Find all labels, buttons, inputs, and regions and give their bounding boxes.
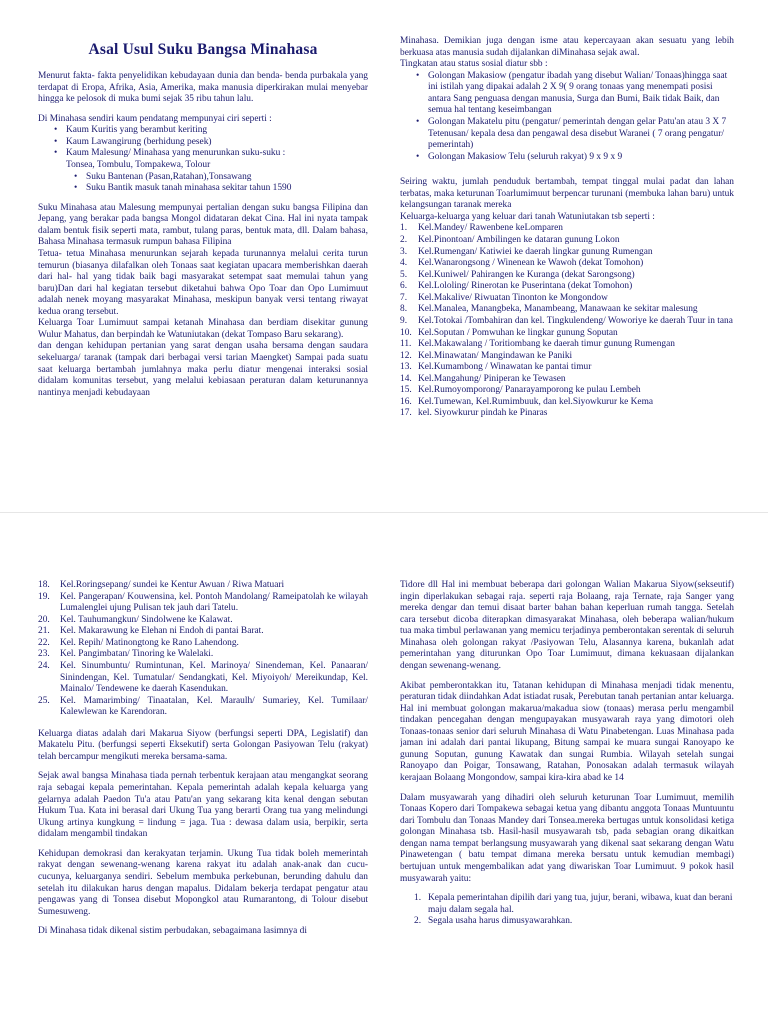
list-text: Kepala pemerintahan dipilih dari yang tua, jujur, berani, wibawa, kuat dan berani maju dalam segala hal.: [428, 893, 733, 915]
list-item: [400, 339, 734, 351]
list-item: [400, 916, 734, 928]
paragraph: Tidore dll Hal ini membuat beberapa dari golongan Walian Makarua Siyow(sekseutif) ingin diperlakukan sebagai raja. seperti raja Bolaang, raja Ternate, raja Sanger yang mereka dengar dan temui disaat barter bahan bahan keperluan rumah tangga. Setelah cara tersebut dicoba diterapkan dimasyarakat Minahasa, oleh beberapa walian/hukum tua maka timbul perlawanan yang memicu terjadinya pemberontakan serentak di seluruh Minahasa oleh golongan rakyat /Pasiyowan Telu, Alasannya karena, bukanlah adat pemerintahan yang diturunkan Opo Toar Lumimuut, dimana kekuasaan dijalankan dengan sewenang-wenang.: [400, 580, 734, 671]
list-text: Kel. Pangerapan/ Kouwensina, kel. Pontoh Mandolang/ Rameipatolah ke wilayah Lumalenglei ujung Pulisan tek jauh dari Tatelu.: [60, 591, 368, 614]
paragraph: Seiring waktu, jumlah penduduk bertambah, tempat tinggal mulai padat dan lahan terbatas, maka keturunan Toarlumimuut berpencar turunani (membuka lahan baru) untuk kelangsungan taranak mereka: [400, 177, 734, 211]
list-item: [400, 362, 734, 374]
paragraph: Di Minahasa sendiri kaum pendatang mempunyai ciri seperti :: [38, 113, 272, 124]
list-text: Kel. Mamarimbing/ Tinaatalan, Kel. Maraulh/ Sumariey, Kel. Tumilaar/ Kalewlewan ke Karendoran.: [60, 695, 368, 718]
paragraph: Di Minahasa tidak dikenal sistim perbudakan, sebagaimana lasimnya di: [38, 926, 307, 937]
list-item: [38, 615, 368, 627]
list-item: [400, 408, 734, 420]
list-item: [400, 247, 734, 259]
list-number: 20.: [38, 614, 50, 625]
list-number: 25.: [38, 695, 50, 706]
list-text: Segala usaha harus dimusyawarahkan.: [428, 916, 573, 927]
list-number: 5.: [400, 269, 408, 280]
list-number: 2.: [414, 916, 422, 927]
paragraph: Akibat pemberontakkan itu, Tatanan kehidupan di Minahasa menjadi tidak menentu, peraturan tidak diindahkan Adat istiadat rusak, Perebutan tanah pertanian antar keluarga. Hal ini membuat golongan makarua/makadua siow (tonaas) merasa perlu mengambil tindakan pencegahan dengan mengupayakan musyawarah raya yang dimotori oleh Tonaas-tonaas senior dari seluruh Minahasa di Watu Pinabetengan. Luas Minahasa pada jaman ini adalah dari pantai likupang, Bitung sampai ke muara sungai Ranoyapo ke gunung Soputan, gunung Kawatak dan sungai Rumbia. Wilayah setelah sungai Ranoyapo dan Poigar, Tonsawang, Ratahan, Ponosakan adalah termasuk wilayah kerajaan Bolaang Mongondow, sampai kira-kira abad ke 14: [400, 680, 734, 783]
list-item: [400, 293, 734, 305]
list-text: Kel.Rumoyomporong/ Panarayamporong ke pulau Lembeh: [418, 385, 641, 396]
list-number: 4.: [400, 258, 408, 269]
list-number: 19.: [38, 591, 50, 602]
paragraph: Tingkatan atau status sosial diatur sbb :: [400, 59, 548, 70]
list-text: Kel.Manalea, Manangbeka, Manambeang, Manawaan ke sekitar malesung: [418, 304, 698, 315]
list-item: [400, 374, 734, 386]
paragraph: Suku Minahasa atau Malesung mempunyai pertalian dengan suku bangsa Filipina dan Jepang, yang berakar pada bangsa Mongol didataran dekat Cina. Hal ini nyata tampak dalam bentuk fisik seperti mata, rambut, tulang paras, bentuk mata, dll. Dalam bahasa, Bahasa Minahasa termasuk rumpun bahasa Filipina: [38, 202, 368, 248]
list-number: 2.: [400, 235, 408, 245]
paragraph: Keluarga diatas adalah dari Makarua Siyow (berfungsi seperti DPA, Legislatif) dan Makatelu Pitu. (berfungsi seperti Eksekutif) serta Golongan Pasiyowan Telu (rakyat) telah bercampur mengikuti mereka bersama-sama.: [38, 728, 368, 762]
list-text: kel. Siyowkurur pindah ke Pinaras: [418, 408, 548, 419]
list-text: Kel. Pangimbatan/ Tinoring ke Walelaki.: [60, 649, 214, 660]
top-right-column: [400, 36, 734, 508]
list-number: 18.: [38, 580, 50, 590]
list-item: [400, 281, 734, 293]
list-text: Kel.Pinontoan/ Ambilingen ke dataran gunung Lokon: [418, 235, 620, 245]
list-item: [400, 316, 734, 328]
list-item: [400, 328, 734, 340]
list-item: [400, 270, 734, 282]
list-number: 15.: [400, 385, 412, 396]
list-text: Kel. Makarawung ke Elehan ni Endoh di pantai Barat.: [60, 626, 264, 637]
list-item: [400, 304, 734, 316]
list-item: • Golongan Makatelu pitu (pengatur/ pemerintah dengan gelar Patu'an atau 3 X 7 Tetenusan/ kepala desa dan pengawal desa disebut Waranei ( 7 orang pengatur/ pemerintah): [428, 117, 734, 152]
list-number: 8.: [400, 304, 408, 315]
list-item: • Suku Bantenan (Pasan,Ratahan),Tonsawang: [66, 172, 368, 184]
list-number: 11.: [400, 339, 412, 350]
paragraph: Keluarga Toar Lumimuut sampai ketanah Minahasa dan berdiam disekitar gunung Wulur Mahatus, dan berpindah ke Watuniutakan (dekat Tompaso Baru sekarang).: [38, 318, 368, 340]
list-text: Kel.Makalive/ Riwuatan Tinonton ke Mongondow: [418, 292, 608, 303]
list-item: [38, 696, 368, 719]
list-item: [400, 397, 734, 409]
list-item: • Kaum Malesung/ Minahasa yang menurunkan suku-suku :: [66, 148, 368, 160]
numbered-list: [400, 223, 734, 420]
list-item: • Kaum Lawangirung (berhidung pesek): [66, 137, 368, 149]
list-text: Kel.Wanarongsong / Winenean ke Wawoh (dekat Tomohon): [418, 258, 644, 269]
list-number: 13.: [400, 362, 412, 373]
paragraph: Minahasa. Demikian juga dengan isme atau kepercayaan akan sesuatu yang lebih berkuasa atas manusia sudah dijalankan diMinahasa sejak awal.: [400, 36, 734, 58]
list-text: Kel.Lololing/ Rinerotan ke Puserintana (dekat Tomohon): [418, 281, 633, 292]
numbered-list: [38, 580, 368, 719]
paragraph: Tetua- tetua Minahasa menurunkan sejarah kepada turunannya melalui cerita turun temurun (biasanya dilafalkan oleh Tonaas saat kegiatan upacara memberishkan daerah dari hal- hal yang tidak baik bagi masyarakat setempat saat memulai tahun yang baru)Dan dari hal kegiatan tersebut diketahui bahwa Opo Toar dan Opo Lumimuut adalah nenek moyang masyarakat Minahasa, meskipun banyak versi tentang riwayat kedua orang tersebut.: [38, 248, 368, 317]
list-number: 23.: [38, 649, 50, 660]
list-text: Kel.Minawatan/ Mangindawan ke Paniki: [418, 350, 573, 361]
list-number: 12.: [400, 350, 412, 361]
list-text: Kel. Repih/ Matinongtong ke Rano Lahendong.: [60, 637, 239, 648]
list-text: Kel.Kumambong / Winawatan ke pantai timur: [418, 362, 592, 373]
list-text: Kel.Mangahung/ Piniperan ke Tewasen: [418, 373, 566, 384]
list-number: 21.: [38, 626, 50, 637]
list-item: [38, 638, 368, 650]
list-item: [38, 661, 368, 696]
list-item: [400, 351, 734, 363]
bullet-list: [38, 125, 368, 194]
list-number: 10.: [400, 327, 412, 338]
list-text: Kel.Rumengan/ Katiwiei ke daerah lingkar gunung Rumengan: [418, 246, 653, 257]
list-item: [38, 580, 368, 592]
list-text: Kel. Sinumbuntu/ Rumintunan, Kel. Marinoya/ Sinendeman, Kel. Panaaran/ Sinindengan, Kel. Tumatular/ Sendangkati, Kel. Miyoiyoh/ Mereikundap, Kel. Mainalo/ Tendewene ke daerah Kasendukan.: [60, 660, 368, 695]
list-number: 9.: [400, 315, 408, 326]
list-text: Kel.Soputan / Pomwuhan ke lingkar gunung Soputan: [418, 327, 618, 338]
paragraph: Menurut fakta- fakta penyelidikan kebudayaan dunia dan benda- benda purbakala yang terdapat di Eropa, Afrika, Asia, Amerika, maka manusia diperkirakan mulai menyebar hingga ke pelosok di muka bumi sejak 35 ribu tahun lalu.: [38, 71, 368, 105]
bottom-left-column: [38, 580, 368, 1024]
list-number: 3.: [400, 246, 408, 257]
list-number: 6.: [400, 281, 408, 292]
paragraph: Sejak awal bangsa Minahasa tiada pernah terbentuk kerajaan atau mengangkat seorang raja sebagai kepala pemerintahan. Kepala pemerintah adalah kepala keluarga yang gelarnya adalah Paedon Tu'a atau Patu'an yang sekarang kita kenal dengan sebutan Hukum Tua. Kata ini berasal dari Ukung Tua yang berarti Orang tua yang melindungi Ukung artinya kungkung = lindung = jaga. Tua : dewasa dalam usia, berpikir, serta didalam mengambil tindakan: [38, 771, 368, 840]
list-number: 1.: [414, 893, 422, 904]
list-text: Kel. Tauhumangkun/ Sindolwene ke Kalawat.: [60, 614, 233, 625]
list-item: [38, 649, 368, 661]
bottom-right-column: [400, 580, 734, 1024]
top-left-column: [38, 36, 368, 508]
list-text: Kel.Roringsepang/ sundei ke Kentur Awuan / Riwa Matuari: [60, 580, 285, 590]
paragraph: dan dengan kehidupan pertanian yang sarat dengan usaha bersama dengan saudara sekeluarga/ taranak (tampak dari berbagai versi tarian Maengket) Sampai pada suatu saat keluarga bertambah jumlahnya maka perlu diatur mengenai interaksi sosial didalam komunitas tersebut, yang melalui kebiasaan peraturan dalam keturunannya nantinya menjadi kebudayaan: [38, 341, 368, 398]
list-number: 22.: [38, 637, 50, 648]
paragraph: Keluarga-keluarga yang keluar dari tanah Watuniutakan tsb seperti :: [400, 211, 655, 222]
numbered-list: [400, 893, 734, 928]
list-item: [38, 626, 368, 638]
list-item: [400, 385, 734, 397]
list-text: Kel.Mandey/ Rawenbene keLomparen: [418, 223, 563, 234]
list-item: [400, 258, 734, 270]
list-item: Tonsea, Tombulu, Tompakewa, Tolour: [66, 160, 211, 170]
list-number: 16.: [400, 396, 412, 407]
list-number: 24.: [38, 660, 50, 671]
list-item: • Suku Bantik masuk tanah minahasa sekitar tahun 1590: [66, 183, 368, 195]
paragraph: Dalam musyawarah yang dihadiri oleh seluruh keturunan Toar Lumimuut, memilih Tonaas Kopero dari Tompakewa sebagai ketua yang dibantu anggota Tonaas Muntuuntu dari Tombulu dan Tonaas Mandey dari Tonsea.mereka bertugas untuk konsolidasi ketiga golongan Minahasa tsb. Hasil-hasil musyawarah tsb, pada sebagian orang dikaitkan dengan nama tempat berlangsung musyawarah yang dikenal saat sekarang dengan Watu Pinawetengan ( batu tempat dimana mereka bersatu untuk kemudian membagi) bertujuan untuk mengembalikan adat yang diwariskan Toar Lumimuut. 9 pokok hasil musyawarah yaitu:: [400, 792, 734, 884]
list-number: 7.: [400, 292, 408, 303]
list-item: [400, 223, 734, 235]
list-text: Kel.Tumewan, Kel.Rumimbuuk, dan kel.Siyowkurur ke Kema: [418, 396, 654, 407]
list-text: Kel.Kuniwel/ Pahirangen ke Kuranga (dekat Sarongsong): [418, 269, 635, 280]
list-text: Kel.Totokai /Tombahiran dan kel. Tingkulendeng/ Woworiye ke daerah Tuur in tana: [418, 315, 733, 326]
list-item: [400, 893, 734, 916]
list-number: 14.: [400, 373, 412, 384]
list-number: 17.: [400, 408, 412, 419]
list-number: 1.: [400, 223, 408, 234]
list-item: • Golongan Makasiow (pengatur ibadah yang disebut Walian/ Tonaas)hingga saat ini istilah yang dipakai adalah 2 X 9( 9 orang tonaas yang menempati posisi antara Sang penguasa dengan manusia, Surga dan Bumi, Baik tidak Baik, dan semua hal tentang keseimbangan: [428, 71, 734, 117]
list-item: [400, 235, 734, 247]
list-item: • Kaum Kuritis yang berambut keriting: [66, 125, 368, 137]
paragraph: Kehidupan demokrasi dan kerakyatan terjamin. Ukung Tua tidak boleh memerintah rakyat dengan sewenang-wenang karena rakyat itu adalah anak-anak dan cucu-cucunya, keluarganya sendiri. Sebelum membuka perkebunan, berunding dahulu dan setelah itu dilakukan harus dengan mapalus. Didalam bekerja terdapat pengatur atau pengawas yang di Tonsea disebut Mopongkol atau Rumarantong, di Tolour disebut Sumesuweng.: [38, 848, 368, 917]
list-item: [38, 592, 368, 615]
list-item: • Golongan Makasiow Telu (seluruh rakyat) 9 x 9 x 9: [428, 152, 734, 164]
list-text: Kel.Makawalang / Toritiombang ke daerah timur gunung Rumengan: [418, 339, 675, 350]
bullet-list: [400, 71, 734, 164]
page-title: Asal Usul Suku Bangsa Minahasa: [88, 41, 318, 58]
